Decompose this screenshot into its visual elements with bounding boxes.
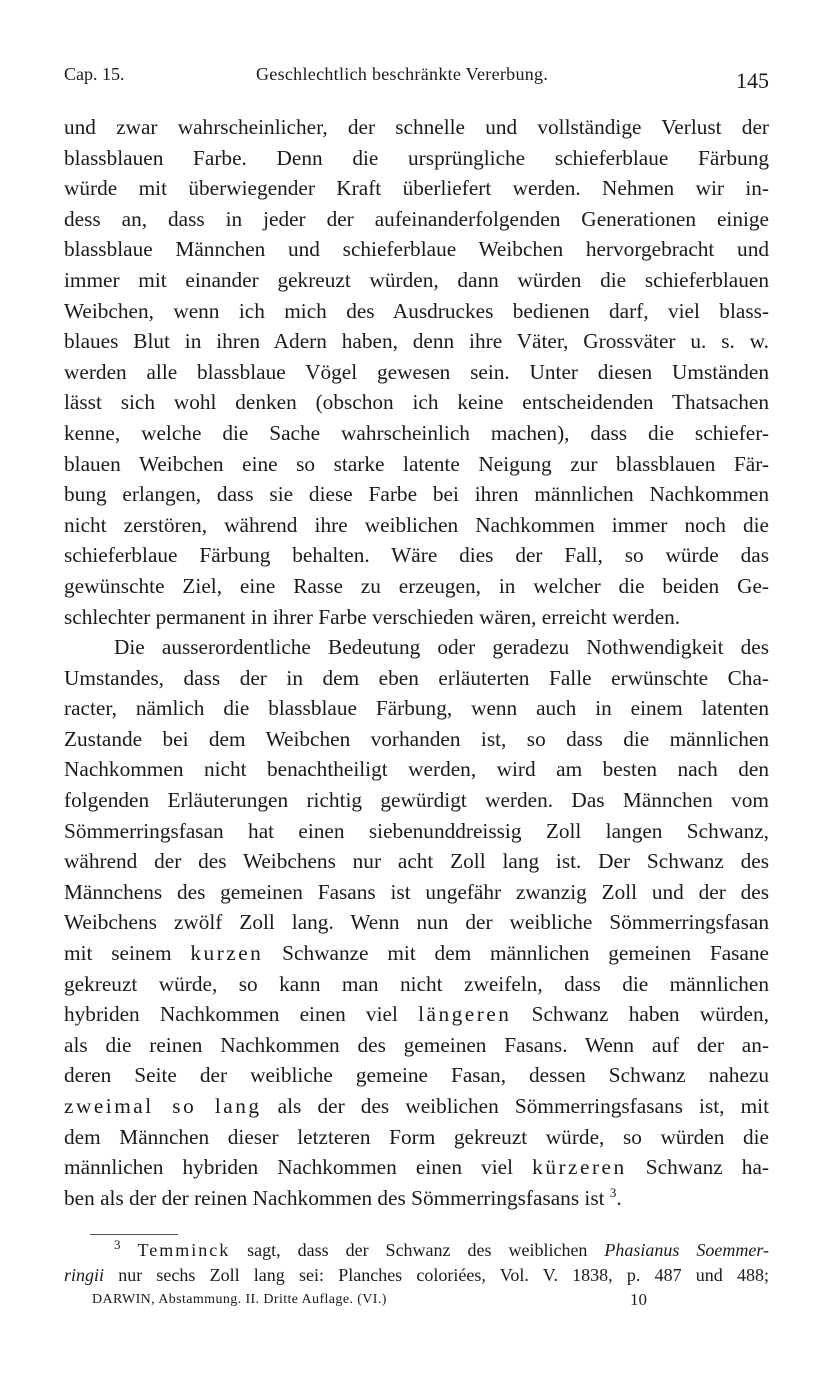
text-line: bung erlangen, dass sie diese Farbe bei ihren männlichen Nachkommen: [64, 482, 769, 507]
chapter-label: Cap. 15.: [64, 64, 125, 84]
text-line: racter, nämlich die blassblaue Färbung, wenn auch in einem latenten: [64, 696, 769, 721]
footnote-author: Temminck: [137, 1240, 231, 1260]
footnote-line: [64, 1238, 769, 1263]
footnote-divider: [90, 1234, 178, 1235]
text-span: als der des weiblichen Sömmerringsfasans ist, mit: [277, 1094, 770, 1118]
footnote-marker: 3: [114, 1237, 121, 1252]
footnote-line: [64, 1263, 769, 1288]
printer-signature: [92, 1292, 652, 1314]
text-line: Umstandes, dass der in dem eben erläuterten Falle erwünschte Cha-: [64, 665, 769, 690]
text-line: Männchens des gemeinen Fasans ist ungefähr zwanzig Zoll und der des: [64, 879, 769, 904]
text-line: und zwar wahrscheinlicher, der schnelle und vollständige Verlust der: [64, 115, 769, 139]
text-line: blassblaue Männchen und schieferblaue Weibchen hervorgebracht und: [64, 237, 769, 262]
text-span: hybriden Nachkommen einen viel: [64, 1002, 398, 1027]
text-span: Schwanz haben würden,: [531, 1002, 769, 1027]
spaced-emphasis: längeren: [418, 1002, 512, 1027]
text-line: blauen Weibchen eine so starke latente Neigung zur blassblauen Fär-: [64, 451, 769, 476]
text-line: Nachkommen nicht benachtheiligt werden, wird am besten nach den: [64, 757, 769, 782]
text-span: .: [616, 1185, 622, 1210]
text-line: dem Männchen dieser letzteren Form gekreuzt würde, so würden die: [64, 1124, 769, 1149]
text-line: Weibchen, wenn ich mich des Ausdruckes bedienen darf, viel blass-: [64, 298, 769, 323]
body-text: [64, 112, 769, 1213]
text-line: lässt sich wohl denken (obschon ich keine entscheidenden Thatsachen: [64, 390, 769, 415]
text-line: gekreuzt würde, so kann man nicht zweifeln, dass die männlichen: [64, 971, 769, 996]
running-header: [64, 60, 769, 93]
text-line: werden alle blassblaue Vögel gewesen sein. Unter diesen Umständen: [64, 359, 769, 384]
text-span: Schwanze mit dem männlichen gemeinen Fasane: [282, 941, 769, 966]
text-line: Zustande bei dem Weibchen vorhanden ist, so dass die männlichen: [64, 726, 769, 751]
spaced-emphasis: kurzen: [190, 941, 264, 966]
text-line: als die reinen Nachkommen des gemeinen Fasans. Wenn auf der an-: [64, 1032, 769, 1057]
footnote-text: sagt, dass der Schwanz des weiblichen: [247, 1240, 588, 1260]
text-line: [64, 1091, 769, 1122]
text-line: blassblauen Farbe. Denn die ursprüngliche schieferblaue Färbung: [64, 145, 769, 170]
text-line: während der des Weibchens nur acht Zoll lang ist. Der Schwanz des: [64, 849, 769, 874]
text-line: deren Seite der weibliche gemeine Fasan, dessen Schwanz nahezu: [64, 1063, 769, 1088]
text-line: blaues Blut in ihren Adern haben, denn ihre Väter, Grossväter u. s. w.: [64, 329, 769, 354]
text-line: gewünschte Ziel, eine Rasse zu erzeugen, in welcher die beiden Ge-: [64, 573, 769, 598]
footnote-species: Phasianus Soemmer-: [604, 1240, 769, 1260]
text-line: folgenden Erläuterungen richtig gewürdigt werden. Das Männchen vom: [64, 788, 769, 813]
text-line: [64, 1152, 769, 1183]
text-line: [64, 938, 769, 969]
text-line: dess an, dass in jeder der aufeinanderfolgenden Generationen einige: [64, 206, 769, 231]
text-line: schieferblaue Färbung behalten. Wäre dies der Fall, so würde das: [64, 543, 769, 568]
footnote-species: ringii: [64, 1265, 105, 1285]
text-line: Weibchens zwölf Zoll lang. Wenn nun der weibliche Sömmerringsfasan: [64, 910, 769, 935]
text-span: mit seinem: [64, 941, 172, 966]
text-line: würde mit überwiegender Kraft überliefert werden. Nehmen wir in-: [64, 176, 769, 201]
spaced-emphasis: kürzeren: [532, 1155, 627, 1180]
text-line-paragraph-start: Die ausserordentliche Bedeutung oder geradezu Nothwendigkeit des: [114, 635, 769, 660]
footnote: [64, 1238, 769, 1288]
text-line: schlechter permanent in ihrer Farbe verschieden wären, erreicht werden.: [64, 604, 681, 629]
signature-label: DARWIN, Abstammung. II. Dritte Auflage. (VI.): [92, 1292, 387, 1307]
spaced-emphasis: zweimal so lang: [64, 1094, 262, 1118]
page-number: 145: [736, 68, 769, 93]
text-line: kenne, welche die Sache wahrscheinlich machen), dass die schiefer-: [64, 420, 769, 445]
footnote-ref: 3: [609, 1184, 617, 1200]
text-line: [64, 1183, 769, 1214]
footnote-text: nur sechs Zoll lang sei: Planches coloriées, Vol. V. 1838, p. 487 und 488;: [118, 1265, 769, 1285]
signature-number: 10: [630, 1290, 647, 1309]
text-span: männlichen hybriden Nachkommen einen viel: [64, 1155, 514, 1180]
text-span: Schwanz ha-: [645, 1155, 769, 1180]
text-line: [64, 999, 769, 1030]
text-line: Sömmerringsfasan hat einen siebenunddreissig Zoll langen Schwanz,: [64, 818, 769, 843]
running-title: Geschlechtlich beschränkte Vererbung.: [256, 64, 549, 84]
text-line: nicht zerstören, während ihre weiblichen Nachkommen immer noch die: [64, 512, 769, 537]
text-line: immer mit einander gekreuzt würden, dann würden die schieferblauen: [64, 267, 769, 292]
text-span: ben als der der reinen Nachkommen des Sömmerringsfasans ist: [64, 1185, 605, 1210]
